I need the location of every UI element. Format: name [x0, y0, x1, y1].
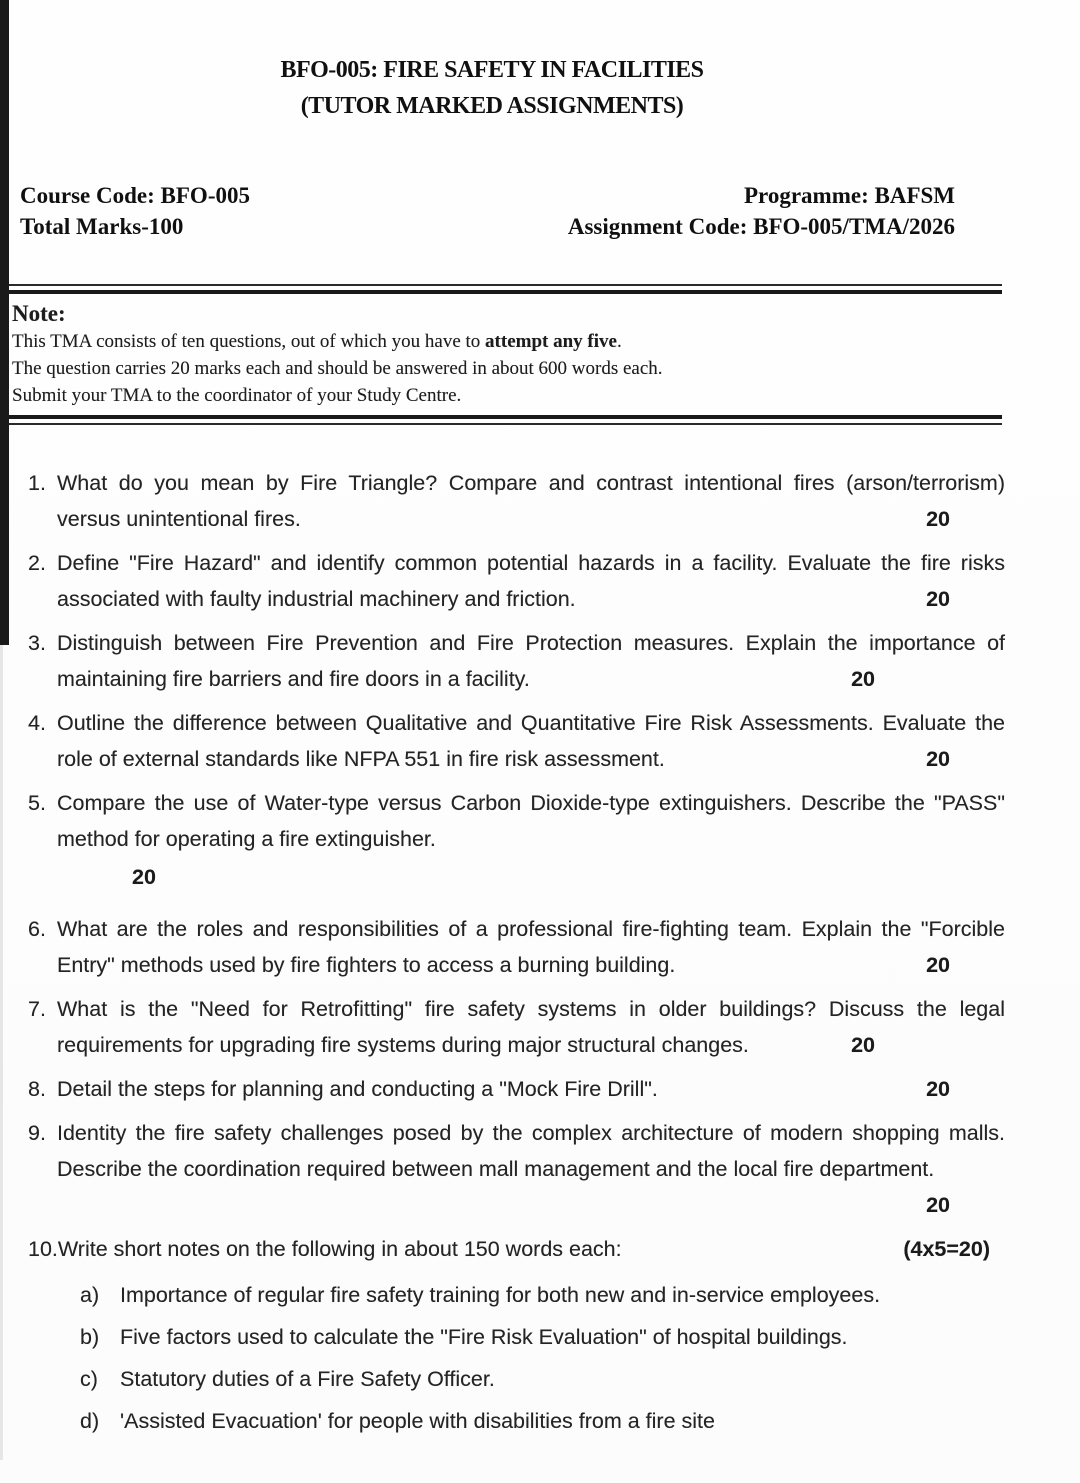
subquestion-letter: d)	[80, 1409, 100, 1433]
question-marks: 20	[926, 1077, 950, 1101]
question-item	[28, 465, 1005, 537]
scan-edge-bar-faint	[0, 645, 3, 1460]
questions-list	[0, 465, 1080, 1267]
question-text	[57, 1071, 1005, 1107]
note-lines	[12, 328, 988, 409]
subquestion-item	[80, 1403, 1005, 1439]
meta-assignment-code: Assignment Code: BFO-005/TMA/2026	[567, 214, 955, 239]
question-text-content: Distinguish between Fire Prevention and Fire Protection measures. Explain the importance of maintaining fire barriers and fire doors in a facility.	[57, 631, 1005, 691]
question-text-content: Write short notes on the following in about 150 words each:	[57, 1237, 622, 1261]
note-label: Note:	[12, 301, 66, 326]
document-title-line2: (TUTOR MARKED ASSIGNMENTS)	[300, 93, 684, 119]
note-line-bold-text: attempt any five	[485, 331, 617, 352]
note-top-rule	[0, 284, 1002, 294]
question-marks: (4x5=20)	[903, 1237, 990, 1261]
question-marks: 20	[926, 747, 950, 771]
question-marks: 20	[926, 1193, 950, 1217]
question-text-content: Detail the steps for planning and conducting a "Mock Fire Drill".	[57, 1077, 658, 1101]
question-item	[28, 1115, 1005, 1223]
question-body	[57, 625, 1005, 697]
subquestion-text: 'Assisted Evacuation' for people with disabilities from a fire site	[120, 1409, 715, 1433]
question-body	[57, 911, 1005, 983]
note-line	[12, 328, 988, 355]
question-number: 6.	[28, 917, 46, 941]
question-text	[57, 705, 1005, 777]
question-body	[57, 545, 1005, 617]
question-body	[57, 465, 1005, 537]
question-text-content: What do you mean by Fire Triangle? Compare and contrast intentional fires (arson/terrorism) versus unintentional fires.	[57, 471, 1005, 531]
note-line	[12, 382, 988, 409]
question-item	[28, 625, 1005, 697]
subquestion-item	[80, 1361, 1005, 1397]
subquestion-letter: a)	[80, 1283, 100, 1307]
subquestion-letter: c)	[80, 1367, 98, 1391]
note-bottom-rule	[0, 415, 1002, 425]
question-marks: 20	[926, 587, 950, 611]
scan-edge-bar	[0, 0, 9, 645]
question-text	[57, 785, 1005, 857]
question-item	[28, 1071, 1005, 1107]
subquestion-item	[80, 1319, 1005, 1355]
question-number: 10.	[28, 1237, 58, 1261]
meta-course-code: Course Code: BFO-005	[20, 183, 250, 208]
subquestion-item	[80, 1277, 1005, 1313]
question-text	[57, 465, 1005, 537]
subquestion-text: Five factors used to calculate the "Fire Risk Evaluation" of hospital buildings.	[120, 1325, 848, 1349]
question-marks: 20	[926, 507, 950, 531]
note-line-suffix: .	[616, 331, 622, 352]
question-item	[28, 1231, 1005, 1267]
question-number: 2.	[28, 551, 46, 575]
question-number: 7.	[28, 997, 46, 1021]
question-marks: 20	[132, 865, 156, 889]
question-number: 8.	[28, 1077, 46, 1101]
subquestion-letter: b)	[80, 1325, 100, 1349]
question-text	[57, 545, 1005, 617]
question-body	[57, 785, 1005, 897]
question-text-content: Outline the difference between Qualitative and Quantitative Fire Risk Assessments. Evaluate the role of external standards like NFPA 551 in fire risk assessment.	[57, 711, 1005, 771]
question-marks: 20	[926, 953, 950, 977]
question-item	[28, 911, 1005, 983]
question-marks: 20	[851, 667, 875, 691]
question-number: 3.	[28, 631, 46, 655]
question-text	[57, 911, 1005, 983]
question-text	[57, 625, 1005, 697]
question-item	[28, 991, 1005, 1063]
meta-block	[0, 180, 1080, 242]
question-number: 1.	[28, 471, 46, 495]
question-text-content: What is the "Need for Retrofitting" fire safety systems in older buildings? Discuss the legal requirements for upgrading fire systems during major structural changes.	[57, 997, 1005, 1057]
question-body	[57, 1071, 1005, 1107]
question-item	[28, 545, 1005, 617]
question-item	[28, 705, 1005, 777]
question-marks-line	[57, 857, 1005, 897]
question-text	[58, 1231, 1005, 1267]
note-line-text: Submit your TMA to the coordinator of your Study Centre.	[12, 385, 462, 406]
question-number: 4.	[28, 711, 46, 735]
question-text-content: Identity the fire safety challenges posed by the complex architecture of modern shopping malls. Describe the coordination required between mall management and the local fire department.	[57, 1121, 1005, 1181]
question-text-content: Define "Fire Hazard" and identify common potential hazards in a facility. Evaluate the fire risks associated with faulty industrial machinery and friction.	[57, 551, 1005, 611]
question-marks: 20	[851, 1033, 875, 1057]
meta-right-column	[568, 180, 955, 242]
subquestion-text: Statutory duties of a Fire Safety Officer.	[120, 1367, 495, 1391]
subquestions-list	[0, 1275, 1080, 1439]
question-body	[57, 705, 1005, 777]
question-item	[28, 785, 1005, 897]
question-text-content: What are the roles and responsibilities of a professional fire-fighting team. Explain the "Forcible Entry" methods used by fire fighters to access a burning building.	[57, 917, 1005, 977]
question-body	[57, 991, 1005, 1063]
question-number: 5.	[28, 791, 46, 815]
document-title	[0, 52, 984, 124]
subquestion-text: Importance of regular fire safety training for both new and in-service employees.	[120, 1283, 881, 1307]
meta-total-marks: Total Marks-100	[20, 214, 184, 239]
question-text	[57, 1115, 1005, 1217]
question-text	[57, 991, 1005, 1063]
note-content	[0, 294, 1002, 415]
question-body	[57, 1115, 1005, 1223]
note-line-text: This TMA consists of ten questions, out of which you have to	[12, 331, 486, 352]
question-number: 9.	[28, 1121, 46, 1145]
meta-left-column	[20, 180, 250, 242]
note-line-text: The question carries 20 marks each and should be answered in about 600 words each.	[12, 358, 663, 379]
note-line	[12, 355, 988, 382]
document-title-line1: BFO-005: FIRE SAFETY IN FACILITIES	[280, 57, 704, 83]
question-text-content: Compare the use of Water-type versus Carbon Dioxide-type extinguishers. Describe the "PASS" method for operating a fire extinguisher.	[57, 791, 1005, 851]
question-body	[58, 1231, 1005, 1267]
note-box	[0, 284, 1002, 425]
meta-programme: Programme: BAFSM	[744, 183, 955, 208]
